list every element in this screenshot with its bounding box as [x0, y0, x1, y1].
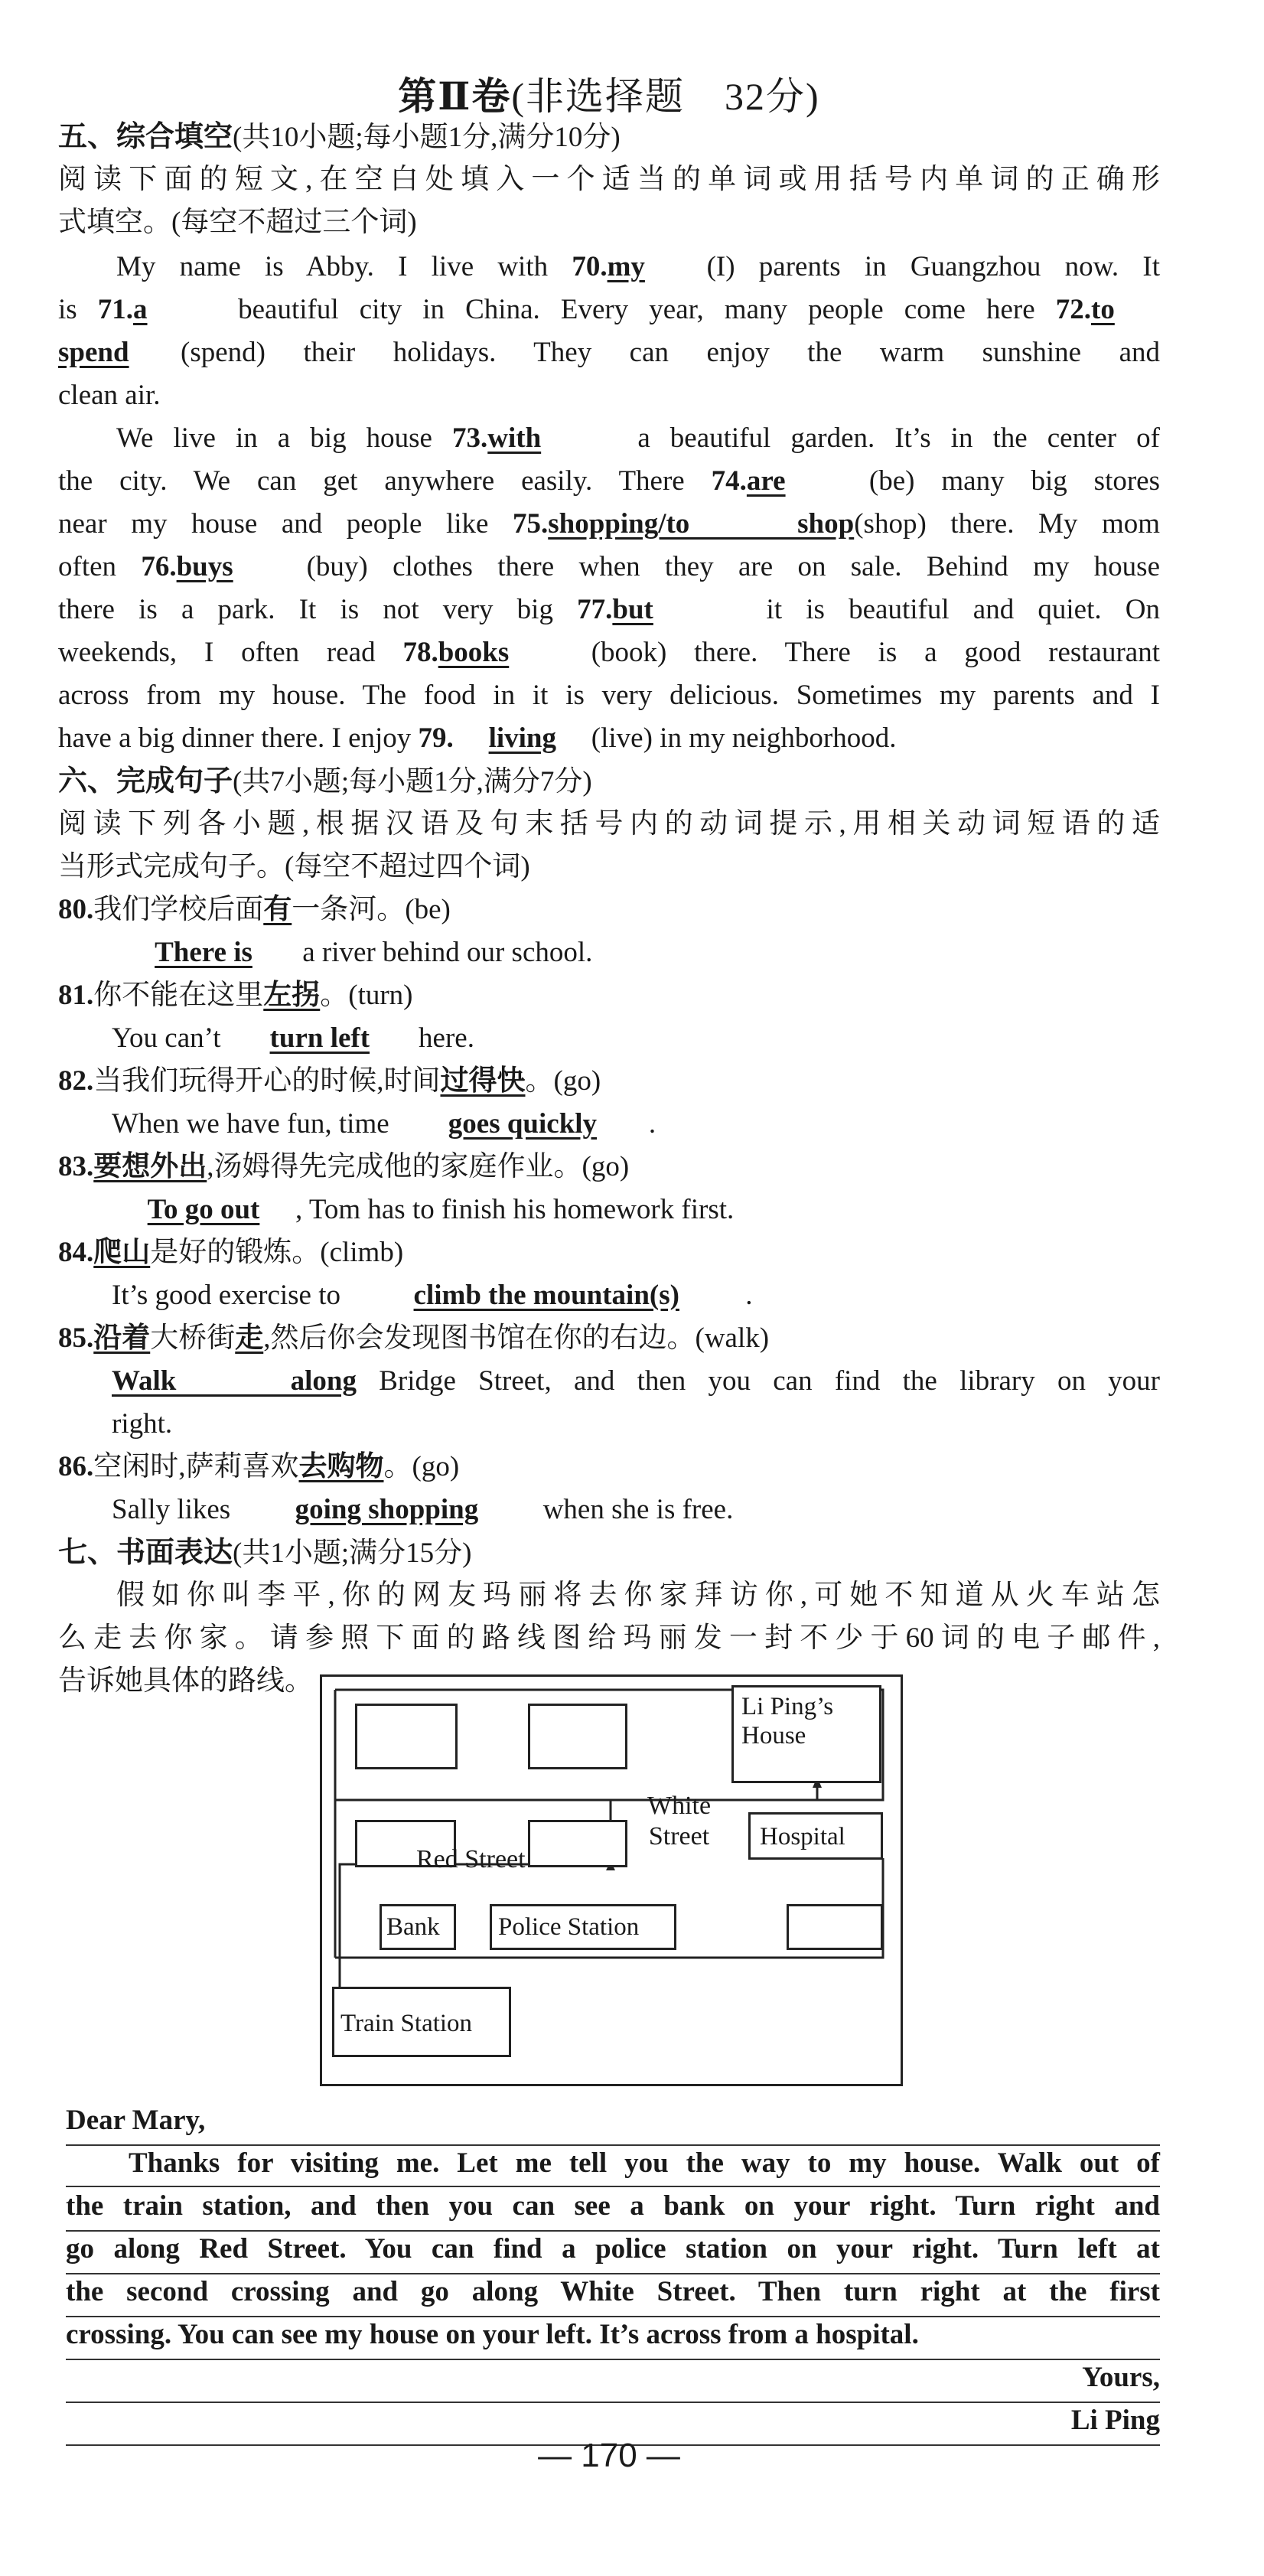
passage-line: weekends, I often read 78.books (book) there. There is a good restaurant — [58, 632, 1160, 673]
question-81-en: You can’t turn left here. — [58, 1018, 1160, 1059]
block — [787, 1904, 883, 1950]
section6-instruction-1: 阅读下列各小题,根据汉语及句末括号内的动词提示,用相关动词短语的适 — [58, 808, 1160, 840]
question-80-en: There is a river behind our school. — [58, 932, 1160, 973]
passage-line: often 76.buys (buy) clothes there when they are on sale. Behind my house — [58, 546, 1160, 588]
question-85-en-2: right. — [112, 1408, 173, 1440]
answer-70: my — [607, 251, 645, 282]
answer-75: shopping/to shop — [548, 508, 855, 540]
passage-line: the city. We can get anywhere easily. There 74.are (be) many big stores — [58, 461, 1160, 502]
section5-instruction-2: 式填空。(每空不超过三个词) — [58, 207, 417, 238]
question-83-en: To go out , Tom has to finish his homework first. — [58, 1189, 1160, 1231]
letter-line: the second crossing and go along White Street. Then turn right at the first — [66, 2273, 1160, 2317]
answer-72b: spend — [58, 337, 129, 368]
answer-82: goes quickly — [448, 1108, 598, 1140]
section6-instruction-2: 当形式完成句子。(每空不超过四个词) — [58, 851, 530, 882]
train-station: Train Station — [332, 1987, 511, 2057]
question-82-en: When we have fun, time goes quickly . — [58, 1104, 1160, 1145]
answer-76: buys — [176, 551, 233, 582]
section5-heading: 五、综合填空(共10小题;每小题1分,满分10分) — [58, 121, 621, 153]
passage-line: My name is Abby. I live with 70.my (I) parents in Guangzhou now. It — [58, 246, 1160, 288]
question-86-cn: 86.空闲时,萨莉喜欢去购物。(go) — [58, 1451, 460, 1482]
part-title: 第Ⅱ卷(非选择题 32分) — [398, 75, 820, 118]
letter-line: crossing. You can see my house on your left. It’s across from a hospital. — [66, 2316, 1160, 2360]
question-80-cn: 80.我们学校后面有一条河。(be) — [58, 894, 451, 925]
passage-line: We live in a big house 73.with a beautiful garden. It’s in the center of — [58, 418, 1160, 459]
answer-78: books — [438, 637, 510, 668]
section7-prompt-1: 假如你叫李平,你的网友玛丽将去你家拜访你,可她不知道从火车站怎 — [116, 1580, 1160, 1611]
passage-line: near my house and people like 75.shopping/to shop(shop) there. My mom — [58, 504, 1160, 545]
bank: Bank — [380, 1904, 456, 1950]
block — [528, 1820, 627, 1867]
letter-closing: Yours, — [66, 2359, 1160, 2403]
answer-72a: to — [1091, 294, 1115, 325]
answer-81: turn left — [269, 1022, 370, 1054]
answer-79: living — [488, 722, 556, 754]
answer-84: climb the mountain(s) — [413, 1280, 679, 1311]
page-number: — 170 — — [538, 2437, 680, 2474]
letter-line: Thanks for visiting me. Let me tell you the way to my house. Walk out of — [66, 2144, 1160, 2187]
letter-line: the train station, and then you can see a bank on your right. Turn right and — [66, 2187, 1160, 2232]
section6-heading: 六、完成句子(共7小题;每小题1分,满分7分) — [58, 765, 592, 797]
passage-line: there is a park. It is not very big 77.but it is beautiful and quiet. On — [58, 589, 1160, 631]
passage-line: is 71.a beautiful city in China. Every year, many people come here 72.to — [58, 289, 1160, 331]
question-85-en: Walk along Bridge Street, and then you can find the library on your — [58, 1361, 1160, 1402]
answer-77: but — [612, 594, 653, 625]
passage-line: across from my house. The food in it is very delicious. Sometimes my parents and I — [58, 680, 1160, 711]
question-82-cn: 82.当我们玩得开心的时候,时间过得快。(go) — [58, 1065, 601, 1097]
passage-line: spend (spend) their holidays. They can enjoy the warm sunshine and — [58, 332, 1160, 373]
answer-86: going shopping — [295, 1494, 479, 1525]
question-84-en: It’s good exercise to climb the mountain(s) . — [58, 1275, 1160, 1316]
passage-line: clean air. — [58, 380, 161, 411]
letter-line: go along Red Street. You can find a police station on your right. Turn left at — [66, 2230, 1160, 2274]
question-84-cn: 84.爬山是好的锻炼。(climb) — [58, 1237, 404, 1268]
letter-greeting: Dear Mary, — [66, 2102, 1160, 2146]
block — [528, 1704, 627, 1769]
answer-80: There is — [155, 937, 252, 968]
section5-instruction-1: 阅读下面的短文,在空白处填入一个适当的单词或用括号内单词的正确形 — [58, 164, 1160, 195]
question-83-cn: 83.要想外出,汤姆得先完成他的家庭作业。(go) — [58, 1151, 630, 1182]
answer-83: To go out — [147, 1194, 260, 1225]
block — [355, 1704, 458, 1769]
answer-71: a — [133, 294, 148, 325]
passage-line: have a big dinner there. I enjoy 79. living (live) in my neighborhood. — [58, 718, 1160, 759]
section7-prompt-2: 么走去你家。请参照下面的路线图给玛丽发一封不少于60词的电子邮件, — [58, 1622, 1160, 1654]
answer-73: with — [487, 422, 542, 454]
section7-prompt-3: 告诉她具体的路线。 — [58, 1665, 313, 1697]
question-85-cn: 85.沿着大桥街走,然后你会发现图书馆在你的右边。(walk) — [58, 1322, 770, 1354]
question-86-en: Sally likes going shopping when she is free. — [58, 1489, 1160, 1531]
hospital: Hospital — [748, 1812, 883, 1860]
white-street-label: White Street — [647, 1792, 712, 1850]
red-street-label: Red Street — [416, 1845, 526, 1873]
letter-signature: Li Ping — [66, 2402, 1160, 2446]
answer-85: Walk along — [112, 1365, 357, 1397]
li-ping-house: Li Ping’s House — [731, 1685, 881, 1783]
route-map — [320, 1674, 903, 2088]
route-line — [340, 1782, 817, 2004]
question-81-cn: 81.你不能在这里左拐。(turn) — [58, 980, 413, 1011]
police-station: Police Station — [490, 1904, 676, 1950]
section7-heading: 七、书面表达(共1小题;满分15分) — [58, 1537, 472, 1569]
answer-74: are — [746, 465, 786, 497]
